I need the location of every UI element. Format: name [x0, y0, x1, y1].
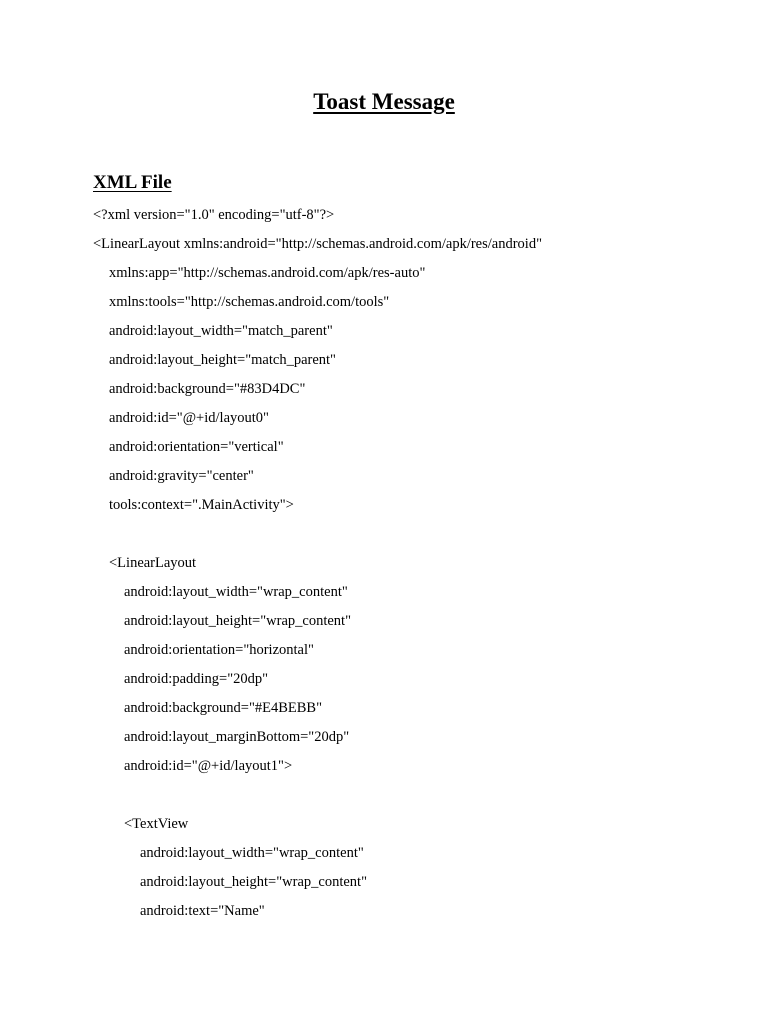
code-line: xmlns:tools="http://schemas.android.com/tools" [109, 294, 390, 310]
code-line: android:layout_height="wrap_content" [140, 874, 367, 890]
code-line: android:text="Name" [140, 903, 265, 919]
code-line: tools:context=".MainActivity"> [109, 497, 294, 513]
code-line: android:layout_marginBottom="20dp" [124, 729, 350, 745]
code-line: android:background="#83D4DC" [109, 381, 306, 397]
code-line: android:layout_height="wrap_content" [124, 613, 351, 629]
code-line: xmlns:app="http://schemas.android.com/apk/res-auto" [109, 265, 426, 281]
code-line: android:orientation="horizontal" [124, 642, 314, 658]
code-line: android:layout_width="wrap_content" [140, 845, 364, 861]
code-line: android:padding="20dp" [124, 671, 269, 687]
code-line: android:id="@+id/layout1"> [124, 758, 293, 774]
code-line: android:layout_width="wrap_content" [124, 584, 348, 600]
code-line: android:layout_width="match_parent" [109, 323, 333, 339]
code-line: android:layout_height="match_parent" [109, 352, 336, 368]
code-line: android:background="#E4BEBB" [124, 700, 323, 716]
code-line: <LinearLayout xmlns:android="http://schemas.android.com/apk/res/android" [93, 236, 542, 252]
section-heading: XML File [93, 172, 172, 193]
code-line: <TextView [124, 816, 189, 832]
code-line: android:gravity="center" [109, 468, 254, 484]
code-line: android:id="@+id/layout0" [109, 410, 269, 426]
code-line: <LinearLayout [109, 555, 197, 571]
code-line: android:orientation="vertical" [109, 439, 284, 455]
document-title: Toast Message [313, 89, 455, 114]
code-line: <?xml version="1.0" encoding="utf-8"?> [93, 207, 335, 223]
